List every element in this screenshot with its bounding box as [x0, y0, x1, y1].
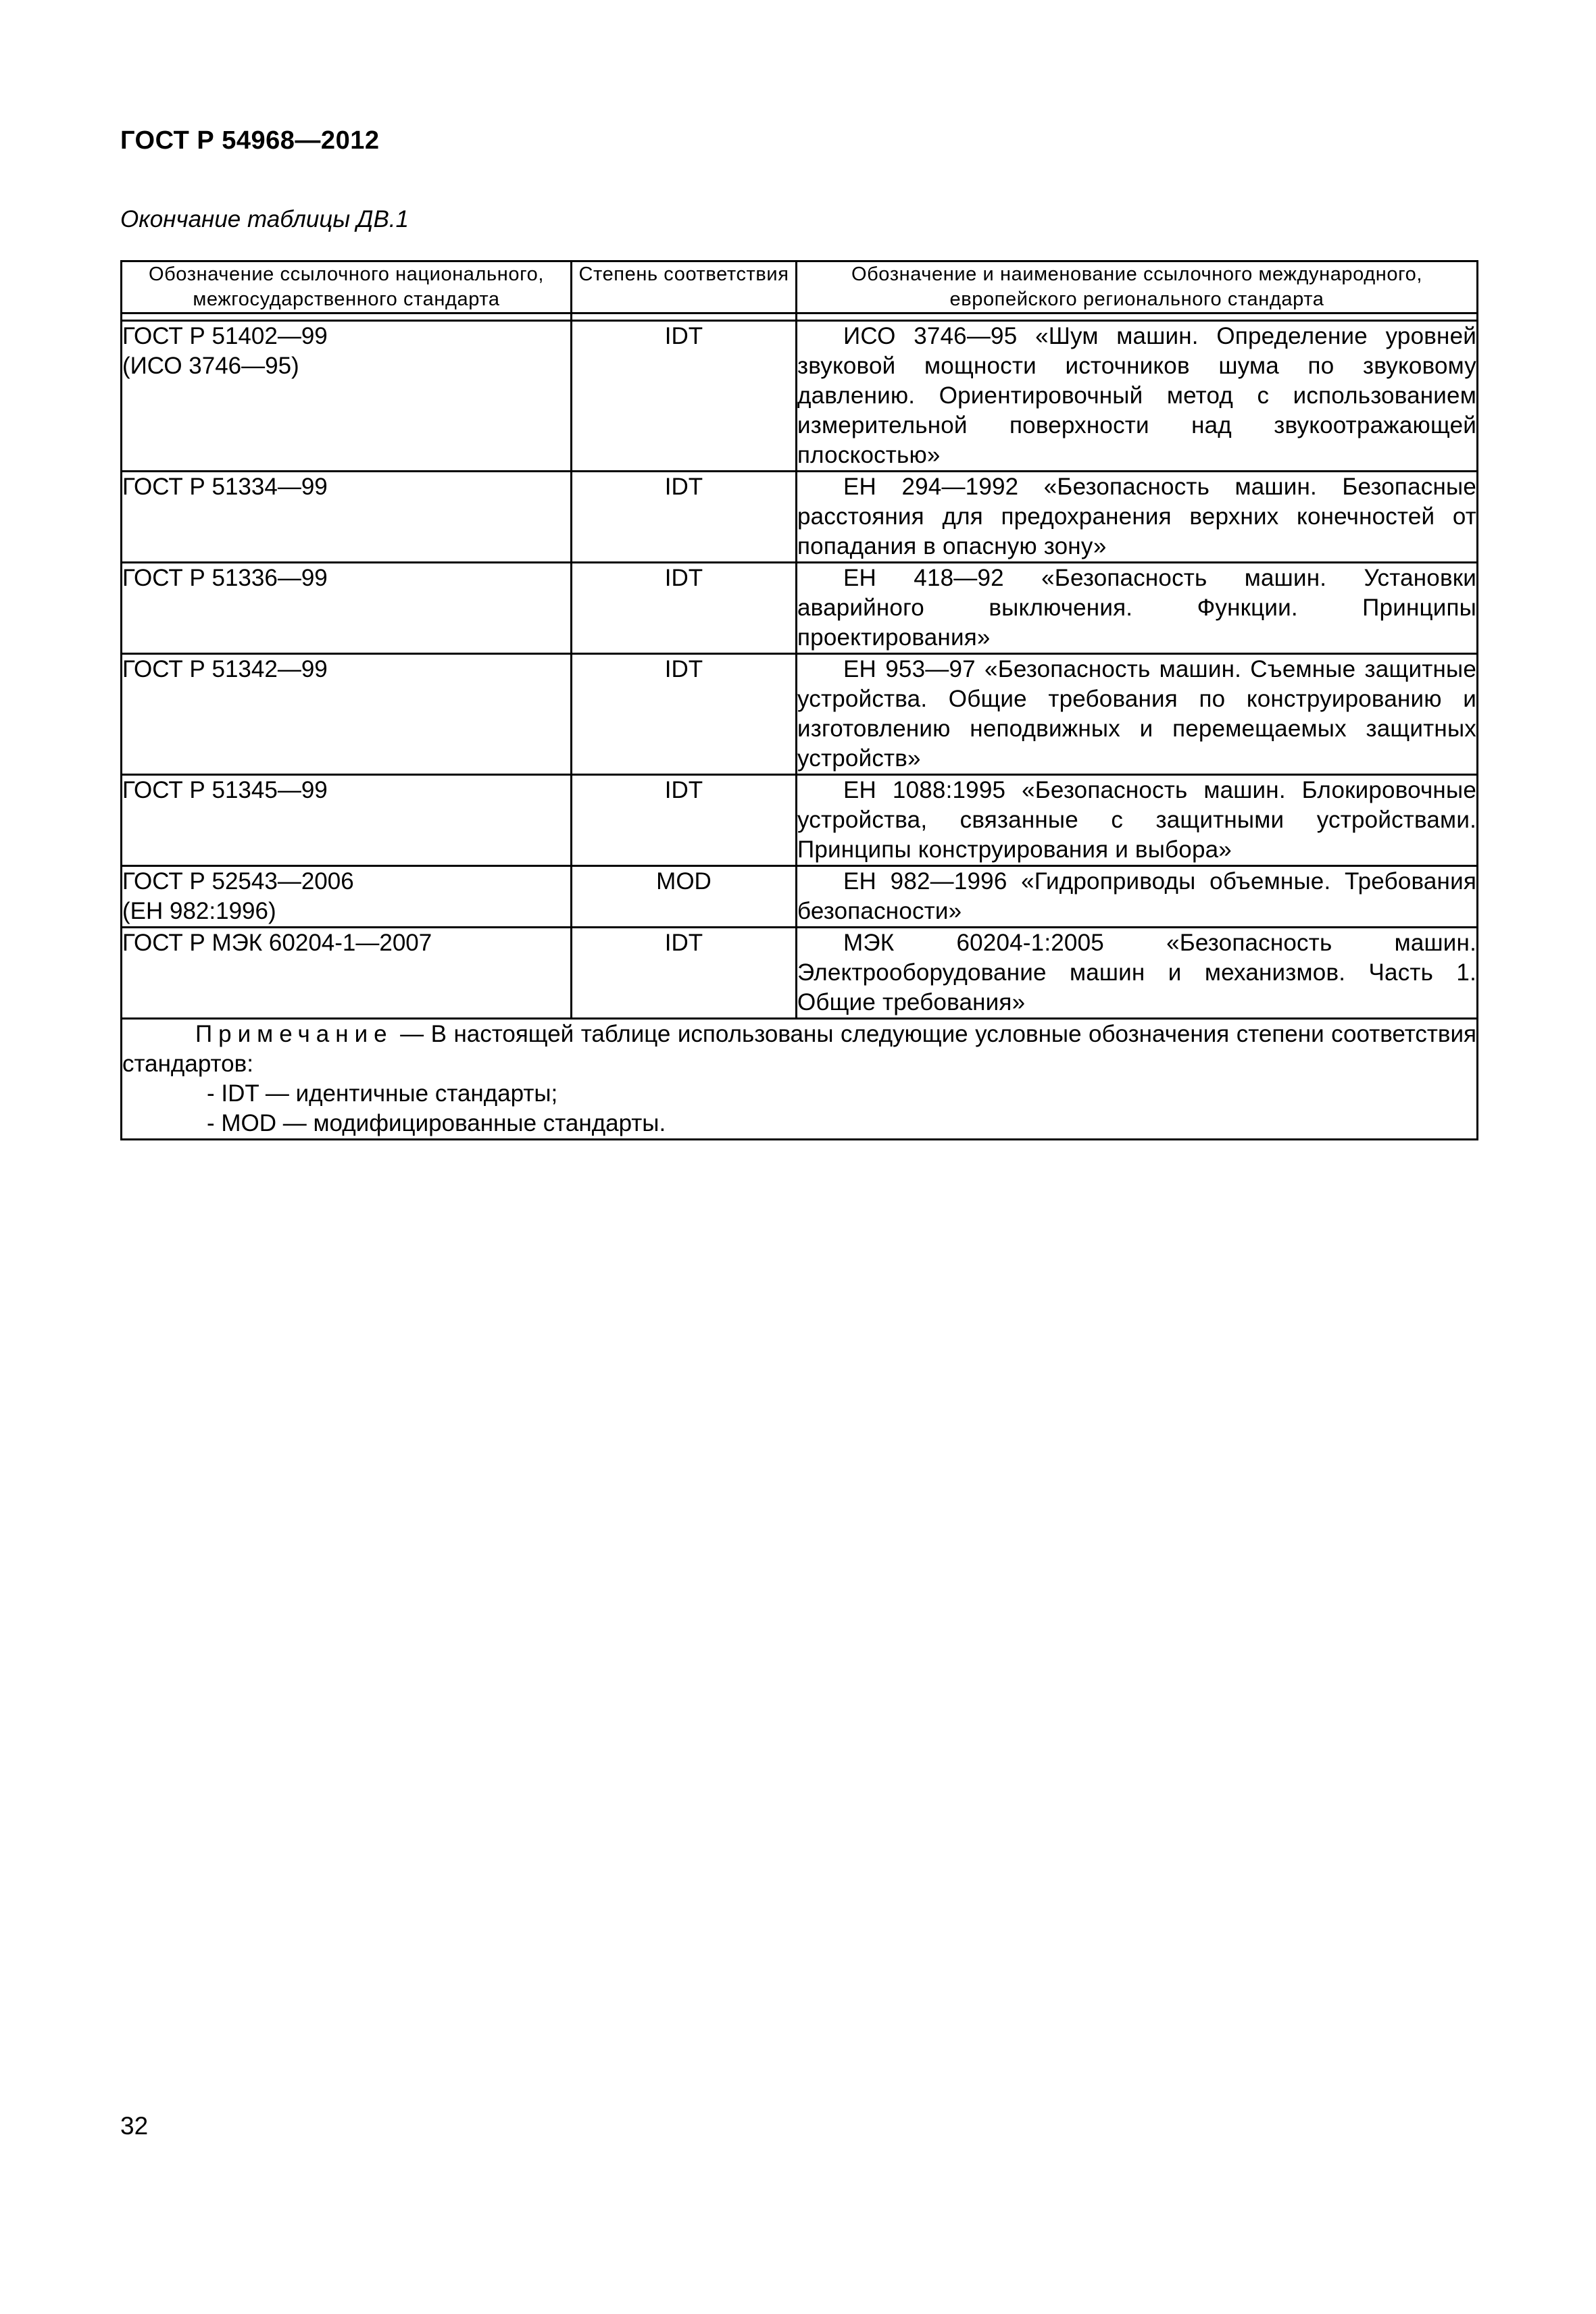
cell-international-standard: МЭК 60204-1:2005 «Безопасность машин. Электрооборудование машин и механизмов. Часть 1. Общие требования»	[797, 928, 1478, 1019]
table-body	[122, 321, 1478, 1019]
cell-international-standard: ИСО 3746—95 «Шум машин. Определение уровней звуковой мощности источников шума по звуковому давлению. Ориентировочный метод с использованием измерительной поверхности над звукоотражающей плоскостью»	[797, 321, 1478, 472]
cell-international-standard: ЕН 294—1992 «Безопасность машин. Безопасные расстояния для предохранения верхних конечностей от попадания в опасную зону»	[797, 472, 1478, 563]
table-row	[122, 928, 1478, 1019]
national-standard-line: ГОСТ Р 51342—99	[122, 656, 328, 682]
cell-national-standard	[122, 866, 572, 928]
note-item-mod: - MOD — модифицированные стандарты.	[207, 1110, 666, 1136]
header-separator	[122, 313, 1478, 321]
reference-standards-table	[120, 260, 1478, 1140]
national-standard-line: ГОСТ Р МЭК 60204-1—2007	[122, 930, 432, 956]
note-text	[122, 1020, 1476, 1079]
table-row	[122, 321, 1478, 472]
table-row	[122, 654, 1478, 775]
cell-degree: MOD	[572, 866, 797, 928]
note-row	[122, 1019, 1478, 1140]
cell-degree: IDT	[572, 928, 797, 1019]
cell-international-standard: ЕН 418—92 «Безопасность машин. Установки аварийного выключения. Функции. Принципы проектирования»	[797, 563, 1478, 654]
page-number: 32	[120, 2112, 149, 2140]
national-standard-line: ГОСТ Р 51334—99	[122, 474, 328, 500]
table-row	[122, 866, 1478, 928]
document-code: ГОСТ Р 54968—2012	[120, 126, 380, 155]
table-note	[122, 1019, 1478, 1140]
cell-international-standard: ЕН 982—1996 «Гидроприводы объемные. Требования безопасности»	[797, 866, 1478, 928]
national-standard-line: ГОСТ Р 51336—99	[122, 565, 328, 591]
cell-national-standard	[122, 321, 572, 472]
cell-degree: IDT	[572, 472, 797, 563]
table-row	[122, 472, 1478, 563]
national-standard-line: (ИСО 3746—95)	[122, 353, 299, 379]
cell-international-standard: ЕН 1088:1995 «Безопасность машин. Блокировочные устройства, связанные с защитными устройствами. Принципы конструирования и выбора»	[797, 775, 1478, 866]
cell-degree: IDT	[572, 321, 797, 472]
national-standard-line: ГОСТ Р 52543—2006	[122, 868, 354, 895]
cell-degree: IDT	[572, 654, 797, 775]
table-row	[122, 775, 1478, 866]
cell-degree: IDT	[572, 775, 797, 866]
cell-national-standard	[122, 563, 572, 654]
column-header-international: Обозначение и наименование ссылочного международного, европейского регионального стандарта	[797, 261, 1478, 313]
cell-national-standard	[122, 654, 572, 775]
national-standard-line: ГОСТ Р 51402—99	[122, 323, 328, 349]
national-standard-line: (ЕН 982:1996)	[122, 898, 276, 924]
note-body: — В настоящей таблице использованы следующие условные обозначения степени соответствия стандартов:	[122, 1021, 1476, 1077]
national-standard-line: ГОСТ Р 51345—99	[122, 777, 328, 803]
table-caption: Окончание таблицы ДВ.1	[120, 206, 409, 232]
cell-national-standard	[122, 928, 572, 1019]
table-header-row	[122, 261, 1478, 313]
cell-national-standard	[122, 472, 572, 563]
cell-international-standard: ЕН 953—97 «Безопасность машин. Съемные защитные устройства. Общие требования по конструированию и изготовлению неподвижных и перемещаемых защитных устройств»	[797, 654, 1478, 775]
table-row	[122, 563, 1478, 654]
column-header-national: Обозначение ссылочного национального, межгосударственного стандарта	[122, 261, 572, 313]
cell-national-standard	[122, 775, 572, 866]
note-label: Примечание	[195, 1021, 393, 1047]
cell-degree: IDT	[572, 563, 797, 654]
note-item-idt: - IDT — идентичные стандарты;	[207, 1080, 558, 1107]
column-header-degree: Степень соответствия	[572, 261, 797, 313]
